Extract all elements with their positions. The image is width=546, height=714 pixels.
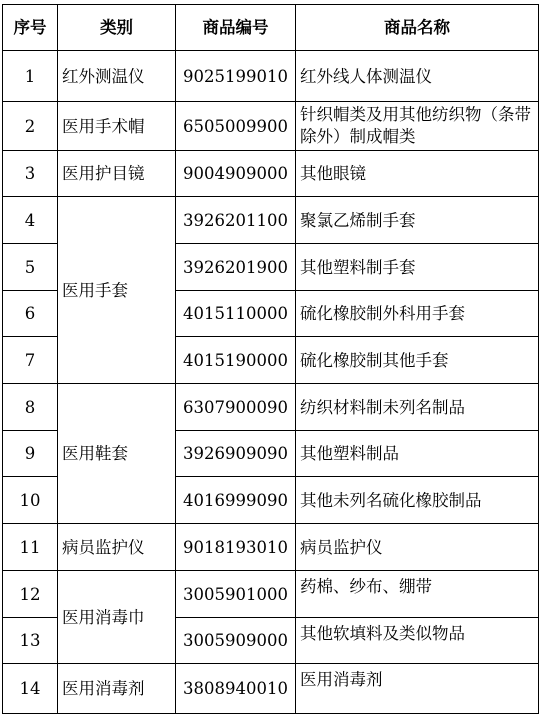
table-row — [3, 102, 539, 151]
row-category: 医用护目镜 — [58, 151, 176, 197]
row-seq: 11 — [3, 524, 58, 571]
row-code: 4015110000 — [176, 291, 296, 337]
row-name: 针织帽类及用其他纺织物（条带除外）制成帽类 — [296, 102, 539, 151]
row-name: 其他塑料制品 — [296, 431, 539, 477]
row-seq: 8 — [3, 384, 58, 431]
table-row — [3, 664, 539, 714]
table-row — [3, 151, 539, 197]
row-category: 医用鞋套 — [58, 384, 176, 524]
row-name: 病员监护仪 — [296, 524, 539, 571]
row-code: 9025199010 — [176, 51, 296, 102]
row-seq: 6 — [3, 291, 58, 337]
row-code: 3005909000 — [176, 618, 296, 664]
row-seq: 4 — [3, 197, 58, 244]
row-name: 硫化橡胶制外科用手套 — [296, 291, 539, 337]
row-name: 其他软填料及类似物品 — [296, 618, 539, 664]
row-name: 药棉、纱布、绷带 — [296, 571, 539, 618]
table-row — [3, 524, 539, 571]
table-row — [3, 384, 539, 431]
row-category: 病员监护仪 — [58, 524, 176, 571]
row-code: 3926201900 — [176, 244, 296, 291]
row-name: 硫化橡胶制其他手套 — [296, 337, 539, 384]
row-name: 其他未列名硫化橡胶制品 — [296, 477, 539, 524]
header-name: 商品名称 — [296, 5, 539, 51]
header-seq: 序号 — [3, 5, 58, 51]
row-seq: 2 — [3, 102, 58, 151]
row-category: 医用手术帽 — [58, 102, 176, 151]
row-code: 6307900090 — [176, 384, 296, 431]
row-category: 红外测温仪 — [58, 51, 176, 102]
row-code: 9018193010 — [176, 524, 296, 571]
row-seq: 10 — [3, 477, 58, 524]
row-code: 3926909090 — [176, 431, 296, 477]
row-name: 红外线人体测温仪 — [296, 51, 539, 102]
row-name: 医用消毒剂 — [296, 664, 539, 714]
header-row — [3, 5, 539, 51]
row-code: 3005901000 — [176, 571, 296, 618]
row-code: 3926201100 — [176, 197, 296, 244]
row-seq: 3 — [3, 151, 58, 197]
row-code: 4016999090 — [176, 477, 296, 524]
row-name: 聚氯乙烯制手套 — [296, 197, 539, 244]
row-code: 9004909000 — [176, 151, 296, 197]
row-seq: 14 — [3, 664, 58, 714]
row-name: 其他塑料制手套 — [296, 244, 539, 291]
row-seq: 9 — [3, 431, 58, 477]
header-code: 商品编号 — [176, 5, 296, 51]
row-seq: 5 — [3, 244, 58, 291]
row-name: 其他眼镜 — [296, 151, 539, 197]
product-table — [2, 4, 539, 714]
row-code: 4015190000 — [176, 337, 296, 384]
table-row — [3, 197, 539, 244]
table-row — [3, 51, 539, 102]
table-row — [3, 571, 539, 618]
row-seq: 7 — [3, 337, 58, 384]
row-category: 医用消毒巾 — [58, 571, 176, 664]
header-category: 类别 — [58, 5, 176, 51]
row-code: 6505009900 — [176, 102, 296, 151]
row-name: 纺织材料制未列名制品 — [296, 384, 539, 431]
row-code: 3808940010 — [176, 664, 296, 714]
row-seq: 1 — [3, 51, 58, 102]
row-category: 医用手套 — [58, 197, 176, 384]
row-category: 医用消毒剂 — [58, 664, 176, 714]
row-seq: 13 — [3, 618, 58, 664]
row-seq: 12 — [3, 571, 58, 618]
